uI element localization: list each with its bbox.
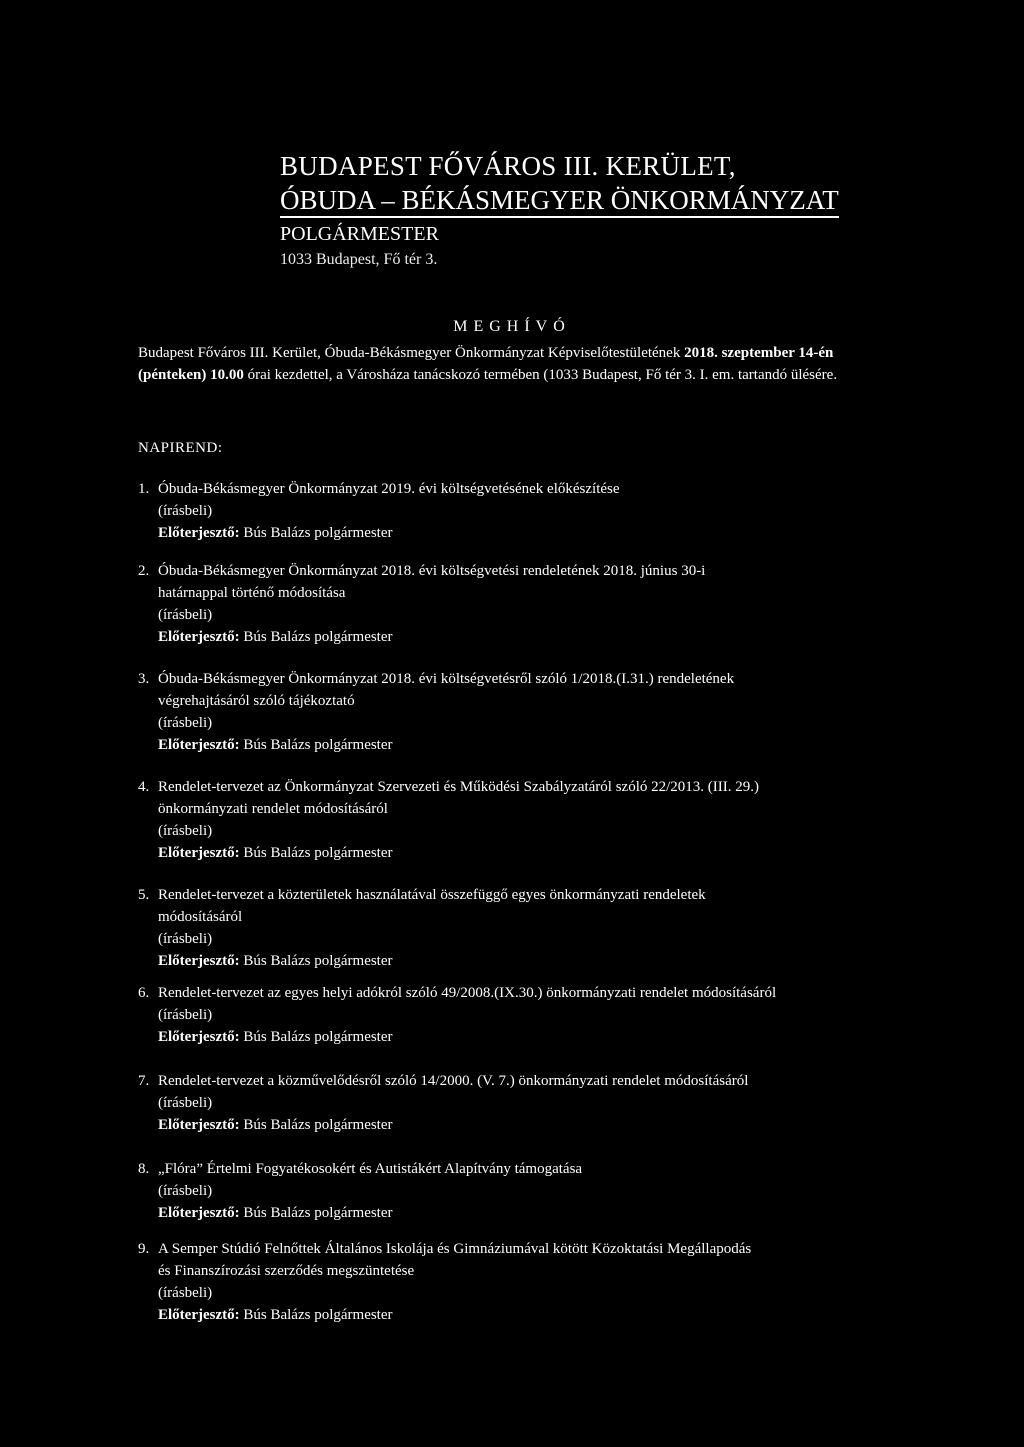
agenda-item-form: (írásbeli) — [158, 1183, 213, 1199]
letterhead-district: BUDAPEST FŐVÁROS III. KERÜLET, — [280, 151, 736, 181]
meeting-date: 2018. szeptember 14-én (pénteken) 10.00 — [138, 345, 834, 383]
agenda-item — [138, 478, 918, 544]
agenda-item-form: (írásbeli) — [158, 607, 213, 623]
agenda-item-title-text: Rendelet-tervezet a közterületek használatával összefüggő egyes önkormányzati rendeletek — [158, 887, 706, 903]
presenter-label: Előterjesztő: — [158, 737, 240, 753]
presenter-label: Előterjesztő: — [158, 1205, 240, 1221]
agenda-item-presenter — [138, 734, 918, 756]
agenda-item-form: (írásbeli) — [158, 715, 213, 731]
agenda-item-form: (írásbeli) — [158, 1007, 213, 1023]
agenda-item-title-text: A Semper Stúdió Felnőttek Általános Iskolája és Gimnáziumával kötött Közoktatási Megállapodás — [158, 1241, 752, 1257]
presenter-name: Bús Balázs polgármester — [239, 737, 393, 753]
presenter-name: Bús Balázs polgármester — [239, 1029, 393, 1045]
invitation-text — [138, 342, 898, 386]
agenda-item-title-text: Óbuda-Békásmegyer Önkormányzat 2019. évi költségvetésének előkészítése — [158, 481, 620, 497]
agenda-item-title — [138, 1238, 918, 1260]
agenda-item-title — [138, 1070, 918, 1092]
agenda-item-number: 4. — [138, 779, 150, 795]
agenda-item-form: (írásbeli) — [158, 823, 213, 839]
agenda-item-presenter — [138, 1026, 918, 1048]
presenter-name: Bús Balázs polgármester — [239, 525, 393, 541]
agenda-item-title-text: Óbuda-Békásmegyer Önkormányzat 2018. évi költségvetésről szóló 1/2018.(I.31.) rendeletének — [158, 671, 735, 687]
presenter-name: Bús Balázs polgármester — [239, 1205, 393, 1221]
agenda-item-presenter — [138, 950, 918, 972]
agenda-item — [138, 982, 918, 1048]
agenda-item-title-text: Rendelet-tervezet a közművelődésről szóló 14/2000. (V. 7.) önkormányzati rendelet módosításáról — [158, 1073, 749, 1089]
presenter-name: Bús Balázs polgármester — [239, 1307, 393, 1323]
presenter-label: Előterjesztő: — [158, 953, 240, 969]
agenda-item-form: (írásbeli) — [158, 931, 213, 947]
presenter-name: Bús Balázs polgármester — [239, 629, 393, 645]
agenda-item-title — [138, 884, 918, 906]
agenda-item — [138, 884, 918, 972]
agenda-item — [138, 1238, 918, 1326]
presenter-label: Előterjesztő: — [158, 1117, 240, 1133]
agenda-item-form: (írásbeli) — [158, 503, 213, 519]
agenda-item — [138, 1070, 918, 1136]
agenda-item-title — [138, 982, 918, 1004]
agenda-item-form: (írásbeli) — [158, 1095, 213, 1111]
agenda-item-title — [138, 1158, 918, 1180]
presenter-label: Előterjesztő: — [158, 845, 240, 861]
agenda-item — [138, 668, 918, 756]
agenda-item-presenter — [138, 842, 918, 864]
document-title: MEGHÍVÓ — [453, 318, 571, 335]
agenda-item-number: 8. — [138, 1161, 150, 1177]
agenda-item — [138, 776, 918, 864]
agenda-item-number: 1. — [138, 481, 150, 497]
presenter-name: Bús Balázs polgármester — [239, 953, 393, 969]
intro-text-1: Budapest Főváros III. Kerület, Óbuda-Békásmegyer Önkormányzat Képviselőtestületének — [138, 345, 681, 361]
agenda-item-title — [138, 478, 918, 500]
agenda-item-title-cont: határnappal történő módosítása — [158, 585, 346, 601]
presenter-label: Előterjesztő: — [158, 1307, 240, 1323]
agenda-item-number: 3. — [138, 671, 150, 687]
agenda-item-title-text: „Flóra” Értelmi Fogyatékosokért és Autistákért Alapítvány támogatása — [158, 1161, 583, 1177]
intro-text-2: órai kezdettel, a Városháza tanácskozó termében (1033 Budapest, Fő tér 3. I. em. tartandó ülésére. — [247, 367, 838, 383]
presenter-name: Bús Balázs polgármester — [239, 1117, 393, 1133]
agenda-item-number: 5. — [138, 887, 150, 903]
agenda-item-presenter — [138, 1114, 918, 1136]
agenda-item — [138, 1158, 918, 1224]
agenda-item-title-text: Rendelet-tervezet az Önkormányzat Szervezeti és Működési Szabályzatáról szóló 22/2013. (III. 29.) — [158, 779, 760, 795]
letterhead-address: 1033 Budapest, Fő tér 3. — [280, 251, 438, 268]
agenda-heading: NAPIREND: — [138, 440, 223, 456]
letterhead — [280, 150, 839, 272]
agenda-item-title — [138, 776, 918, 798]
agenda-item-title-cont: és Finanszírozási szerződés megszüntetése — [158, 1263, 415, 1279]
agenda-item-title-cont: önkormányzati rendelet módosításáról — [158, 801, 388, 817]
agenda-item-title-text: Rendelet-tervezet az egyes helyi adókról szóló 49/2008.(IX.30.) önkormányzati rendelet módosításáról — [158, 985, 777, 1001]
agenda-item-title-cont: végrehajtásáról szóló tájékoztató — [158, 693, 355, 709]
agenda-item-title — [138, 560, 918, 582]
presenter-label: Előterjesztő: — [158, 629, 240, 645]
agenda-item-title-cont: módosításáról — [158, 909, 243, 925]
agenda-item-presenter — [138, 626, 918, 648]
letterhead-office: POLGÁRMESTER — [280, 223, 439, 245]
agenda-item-number: 6. — [138, 985, 150, 1001]
agenda-item-number: 2. — [138, 563, 150, 579]
agenda-item-number: 7. — [138, 1073, 150, 1089]
agenda-item-number: 9. — [138, 1241, 150, 1257]
agenda-item-title-text: Óbuda-Békásmegyer Önkormányzat 2018. évi költségvetési rendeletének 2018. június 30-i — [158, 563, 706, 579]
agenda-item-presenter — [138, 522, 918, 544]
agenda-item — [138, 560, 918, 648]
agenda-item-form: (írásbeli) — [158, 1285, 213, 1301]
letterhead-municipality: ÓBUDA – BÉKÁSMEGYER ÖNKORMÁNYZAT — [280, 184, 839, 218]
agenda-item-presenter — [138, 1304, 918, 1326]
presenter-name: Bús Balázs polgármester — [239, 845, 393, 861]
presenter-label: Előterjesztő: — [158, 1029, 240, 1045]
presenter-label: Előterjesztő: — [158, 525, 240, 541]
agenda-item-presenter — [138, 1202, 918, 1224]
agenda-item-title — [138, 668, 918, 690]
